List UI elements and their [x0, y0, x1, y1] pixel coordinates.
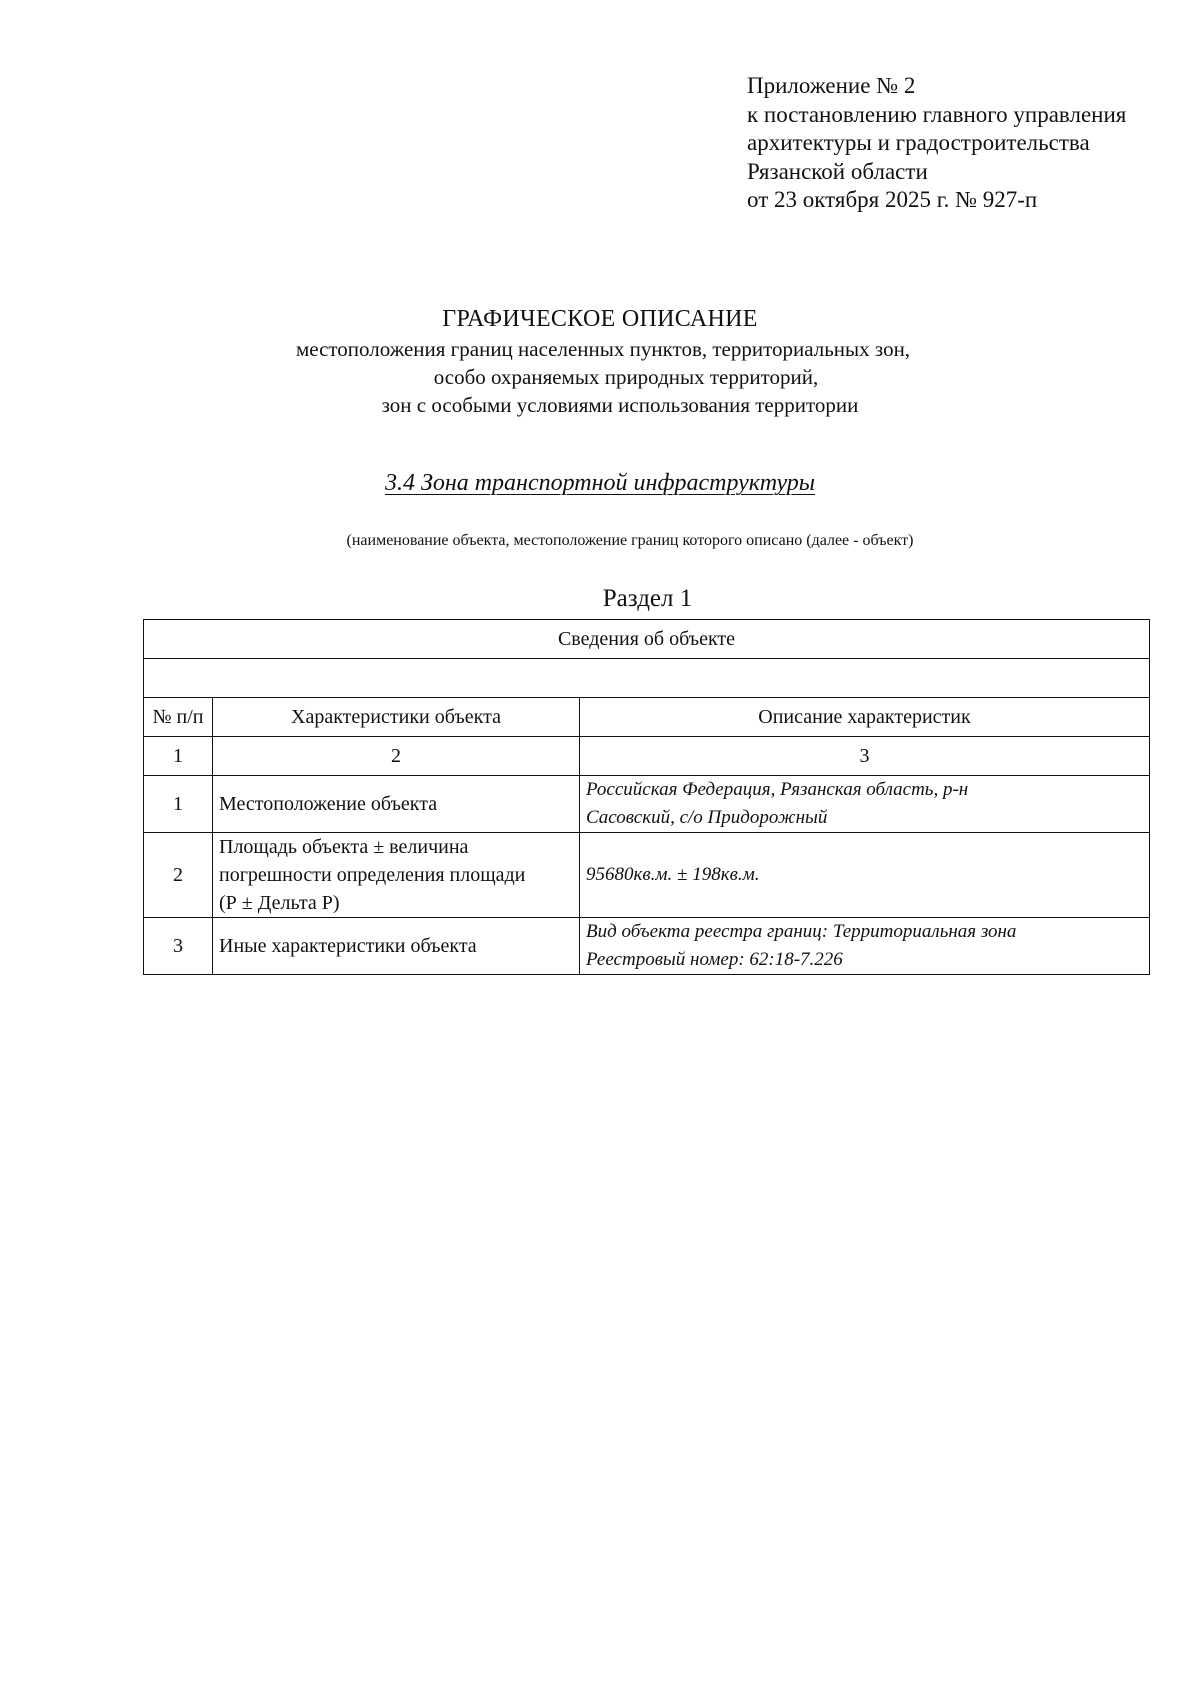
row-description-line: Сасовский, с/о Придорожный	[586, 807, 828, 828]
document-subtitle-line: местоположения границ населенных пунктов, территориальных зон,	[295, 337, 911, 361]
appendix-line: от 23 октября 2025 г. № 927-п	[747, 187, 1038, 212]
object-name	[0, 467, 1200, 499]
row-number: 2	[144, 833, 213, 918]
table-column-numbers	[144, 737, 1150, 776]
row-number: 3	[144, 918, 213, 975]
row-number: 1	[144, 776, 213, 833]
table-row	[144, 833, 1150, 918]
object-info-table	[143, 619, 1150, 975]
row-description	[580, 833, 1150, 918]
row-characteristic-line: (Р ± Дельта Р)	[219, 892, 340, 914]
appendix-line: архитектуры и градостроительства	[747, 130, 1090, 155]
row-description	[580, 918, 1150, 975]
document-subtitle-line: особо охраняемых природных территорий,	[433, 365, 819, 389]
table-header: Сведения об объекте	[144, 620, 1150, 659]
column-number: 2	[213, 737, 580, 776]
column-header-number: № п/п	[144, 698, 213, 737]
appendix-line: к постановлению главного управления	[747, 101, 1127, 127]
column-number: 1	[144, 737, 213, 776]
row-description-line: 95680кв.м. ± 198кв.м.	[586, 864, 760, 885]
row-characteristic	[213, 833, 580, 918]
row-description	[580, 776, 1150, 833]
table-row	[144, 776, 1150, 833]
appendix-line: Приложение № 2	[747, 73, 916, 98]
row-characteristic: Иные характеристики объекта	[213, 918, 580, 975]
column-number: 3	[580, 737, 1150, 776]
object-name-text: 3.4 Зона транспортной инфраструктуры	[384, 470, 816, 496]
table-header-row	[144, 620, 1150, 659]
table-row	[144, 918, 1150, 975]
row-description-line: Вид объекта реестра границ: Территориальная зона	[586, 921, 1017, 942]
appendix-line: Рязанской области	[747, 158, 928, 184]
row-characteristic: Местоположение объекта	[213, 776, 580, 833]
table-empty-cell	[144, 659, 1150, 698]
appendix-block	[747, 72, 1167, 215]
table-column-headers	[144, 698, 1150, 737]
column-header-description: Описание характеристик	[580, 698, 1150, 737]
section-title: Раздел 1	[602, 585, 693, 612]
row-description-line: Реестровый номер: 62:18-7.226	[586, 949, 843, 970]
document-subtitle-line: зон с особыми условиями использования территории	[381, 393, 859, 417]
row-characteristic-line: Площадь объекта ± величина	[219, 836, 469, 858]
object-caption: (наименование объекта, местоположение границ которого описано (далее - объект)	[346, 532, 914, 549]
row-characteristic-line: погрешности определения площади	[219, 864, 526, 886]
table-empty-row	[144, 659, 1150, 698]
column-header-characteristic: Характеристики объекта	[213, 698, 580, 737]
row-description-line: Российская Федерация, Рязанская область, р-н	[586, 779, 969, 800]
document-title-block	[0, 303, 1200, 419]
document-title: ГРАФИЧЕСКОЕ ОПИСАНИЕ	[442, 306, 758, 332]
